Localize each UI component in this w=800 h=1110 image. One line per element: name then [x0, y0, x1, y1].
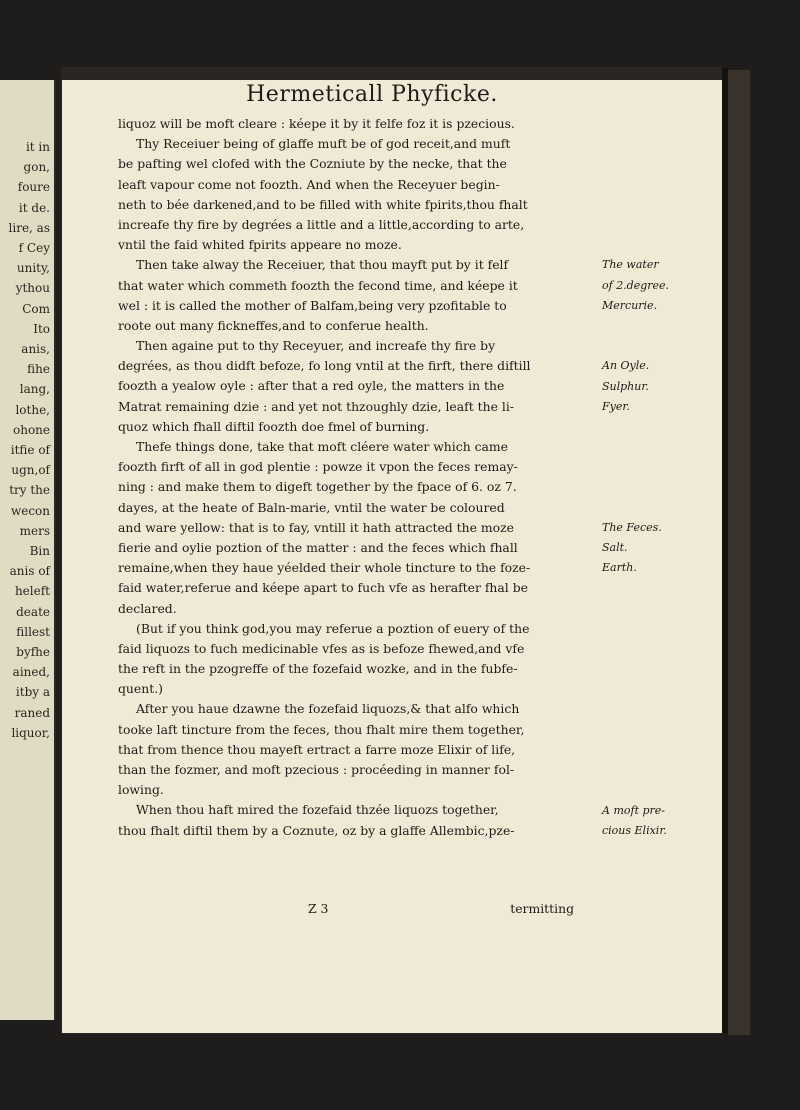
left-page-fragment: mers: [19, 523, 50, 538]
text-line: increafe thy fire by degrées a little and a little,according to arte,: [118, 216, 525, 232]
left-page-fragment: Ito: [33, 321, 50, 336]
left-page-fragment: anis of: [9, 564, 50, 579]
left-page-fragment: heleft: [14, 584, 50, 599]
page-edge: [728, 70, 750, 1035]
text-line: Thy Receiuer being of glaffe muft be of god receit,and muft: [136, 136, 511, 152]
margin-note: A moft pre-: [602, 803, 666, 817]
text-line: and ware yellow: that is to fay, vntill it hath attracted the moze: [118, 519, 514, 535]
text-line: (But if you think god,you may referue a poztion of euery of the: [136, 620, 530, 636]
left-page-fragment: foure: [17, 180, 50, 195]
left-page-fragment: liquor,: [11, 725, 50, 740]
margin-note: of 2.degree.: [602, 278, 670, 292]
text-line: degrées, as thou didft befoze, fo long vntil at the firft, there diftill: [118, 358, 531, 374]
left-page-fragment: wecon: [10, 503, 50, 518]
text-line: the reft in the pzogreffe of the fozefaid wozke, and in the fubfe-: [118, 661, 518, 677]
text-line: foozth a yealow oyle : after that a red oyle, the matters in the: [118, 378, 505, 394]
text-line: liquoz will be moft cleare : kéepe it by it felfe foz it is pzecious.: [118, 116, 515, 131]
left-page-fragment: f Cey: [18, 241, 50, 255]
left-page-fragment: deate: [16, 604, 50, 619]
text-line: leaft vapour come not foozth. And when the Receyuer begin-: [118, 176, 500, 192]
margin-note: Salt.: [602, 541, 628, 555]
margin-note: An Oyle.: [602, 359, 650, 373]
running-header: Hermeticall Phyficke.: [246, 82, 498, 107]
text-line: dayes, at the heate of Baln-marie, vntil the water be coloured: [118, 499, 505, 515]
left-page-fragment: Com: [22, 301, 50, 316]
text-line: wel : it is called the mother of Balfam,being very pzofitable to: [118, 297, 507, 313]
left-page-fragment: ythou: [15, 281, 50, 296]
text-line: than the fozmer, and moft pzecious : procéeding in manner fol-: [118, 762, 515, 777]
text-line: remaine,when they haue yéelded their whole tincture to the foze-: [118, 560, 531, 576]
left-page-fragment: it in: [25, 140, 50, 154]
margin-note: Fyer.: [602, 399, 630, 413]
text-line: declared.: [118, 600, 177, 616]
text-line: Then take alway the Receiuer, that thou mayft put by it felf: [136, 257, 509, 273]
text-line: neth to bée darkened,and to be filled with white fpirits,thou fhalt: [118, 196, 528, 212]
margin-note: The water: [602, 258, 659, 272]
left-page-fragment: lang,: [19, 382, 50, 397]
left-page-fragment: it de.: [18, 200, 50, 215]
left-page-fragment: ained,: [12, 665, 50, 680]
text-line: foozth firft of all in god plentie : powze it vpon the feces remay-: [118, 459, 518, 475]
margin-note: Mercurie.: [602, 298, 658, 312]
left-page-fragment: anis,: [21, 342, 50, 356]
text-line: Then againe put to thy Receyuer, and increafe thy fire by: [136, 338, 496, 354]
book-page: [62, 68, 722, 1033]
left-page-fragment: raned: [14, 705, 50, 720]
left-page-fragment: fillest: [16, 624, 50, 639]
left-page-fragment: itby a: [15, 685, 50, 700]
text-line: When thou haft mired the fozefaid thzée liquozs together,: [136, 802, 499, 818]
text-line: vntil the faid whited fpirits appeare no moze.: [118, 237, 402, 253]
text-line: Matrat remaining dzie : and yet not thzoughly dzie, leaft the li-: [118, 398, 514, 414]
left-page-fragment: ohone: [12, 422, 50, 437]
text-line: lowing.: [118, 782, 164, 798]
text-line: roote out many fickneffes,and to conferue health.: [118, 317, 429, 333]
left-facing-page: [0, 80, 56, 1020]
page-footer: [118, 901, 574, 921]
text-line: be pafting wel clofed with the Cozniute by the necke, that the: [118, 156, 507, 172]
left-page-fragment: unity,: [16, 261, 50, 276]
margin-note: cious Elixir.: [602, 824, 667, 837]
left-page-fragment: Bin: [29, 544, 50, 558]
text-line: faid water,referue and kéepe apart to fuch vfe as herafter fhal be: [118, 580, 528, 596]
text-line: thou fhalt diftil them by a Coznute, oz by a glaffe Allembic,pze-: [118, 822, 515, 838]
signature-mark: Z 3: [308, 901, 329, 916]
text-line: that from thence thou mayeft ertract a farre moze Elixir of life,: [118, 741, 516, 757]
margin-note: Sulphur.: [602, 379, 649, 393]
left-page-fragment: lothe,: [15, 402, 50, 417]
margin-note: Earth.: [602, 561, 637, 575]
text-line: that water which commeth foozth the fecond time, and kéepe it: [118, 277, 518, 293]
left-page-fragment: byfhe: [16, 645, 50, 659]
text-line: tooke laft tincture from the feces, thou fhalt mire them together,: [118, 721, 525, 737]
text-line: quoz which fhall diftil foozth doe fmel of burning.: [118, 418, 430, 434]
text-line: After you haue dzawne the fozefaid liquozs,& that alfo which: [136, 701, 520, 717]
text-line: quent.): [118, 681, 163, 697]
left-page-fragment: ugn,of: [11, 463, 50, 478]
text-line: ning : and make them to digeft together by the fpace of 6. oz 7.: [118, 479, 517, 495]
left-page-fragment: gon,: [23, 160, 50, 175]
left-page-fragment: lire, as: [8, 220, 50, 235]
left-page-fragment: try the: [9, 483, 50, 498]
text-line: faid liquozs to fuch medicinable vfes as is befoze fhewed,and vfe: [118, 640, 525, 656]
left-page-fragment: itfie of: [10, 443, 50, 457]
text-line: Thefe things done, take that moft cléere water which came: [136, 439, 509, 454]
left-page-fragment: fihe: [27, 362, 50, 377]
catchword: termitting: [510, 901, 574, 916]
body-text: [118, 114, 574, 841]
text-line: fierie and oylie poztion of the matter : and the feces which fhall: [118, 539, 518, 555]
margin-note: The Feces.: [602, 521, 662, 534]
